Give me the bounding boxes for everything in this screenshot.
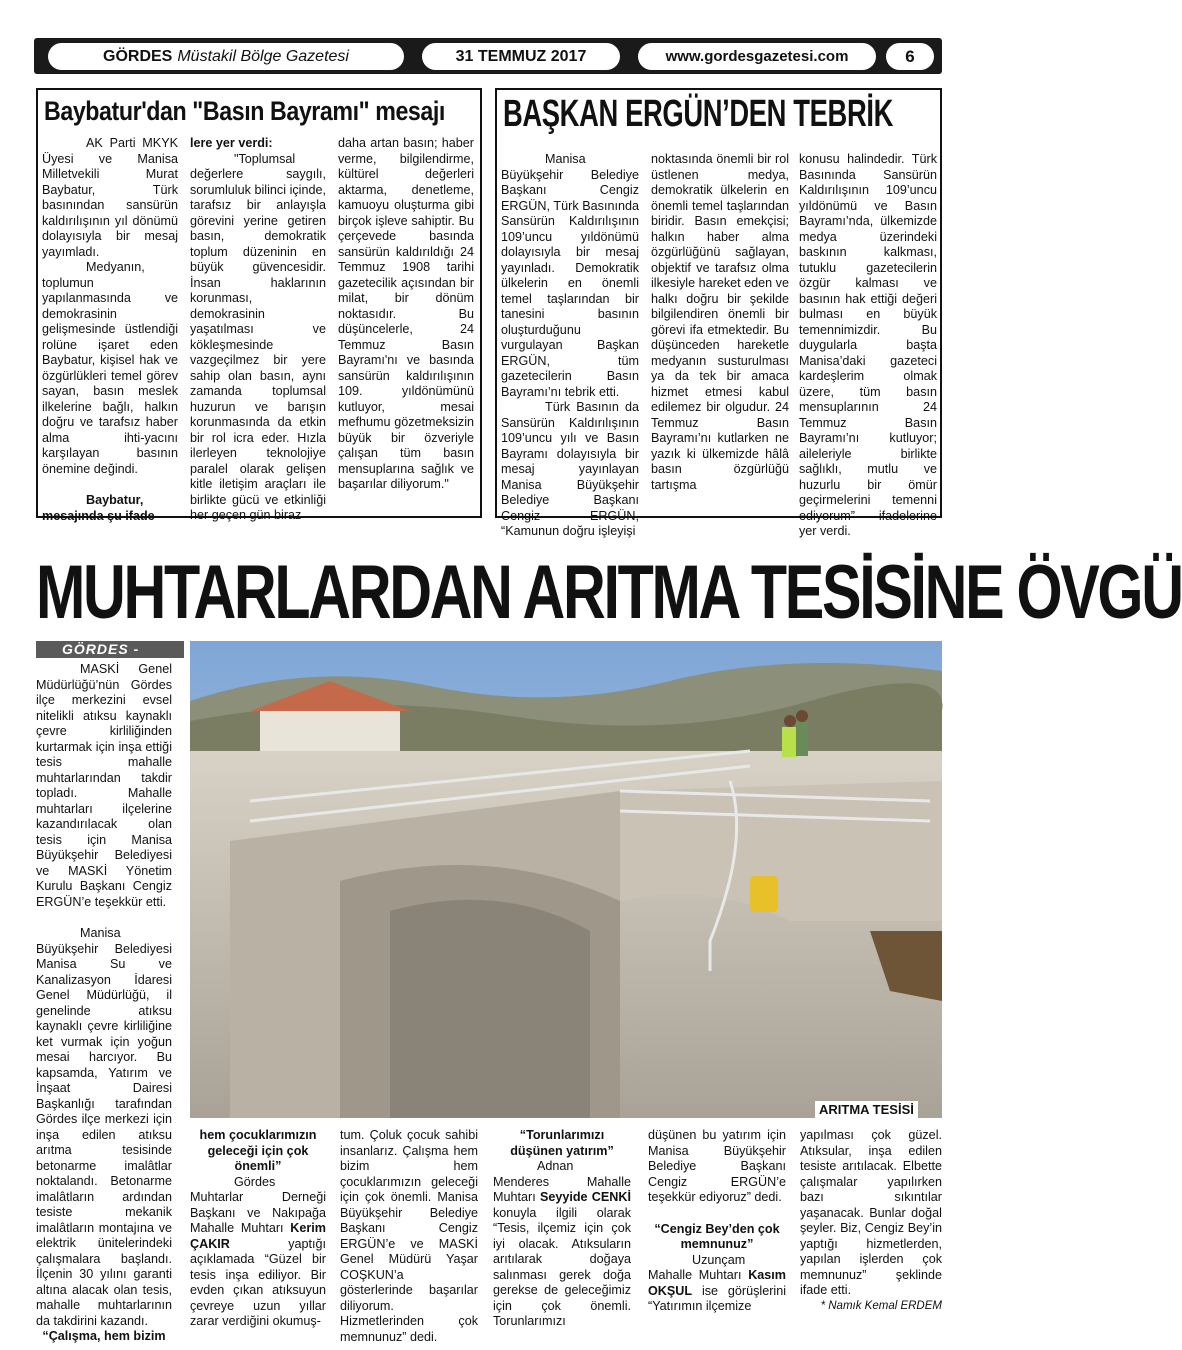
article-baybatur-col1 [42, 136, 178, 524]
article-paragraph: daha artan basın; haber verme, bilgilendirme, kültürel değerleri aktarma, denetleme, kamuoyu oluşturma gibi birçok işleve sahiptir. Bu çerçevede basında sansürün kaldırıldığı 24 Temmuz 1908 tarihi gazetecilik açısından bir milat, bir dönüm noktasıdır. Bu düşüncelerle, 24 Temmuz Basın Bayramı'nı ve basında sansürün kaldırılışının 109. yıldönümünü kutluyor, mesai mefhumu gözetmeksizin büyük bir özveriyle çalışan tüm basın mensuplarına sağlık ve başarılar diliyorum." [338, 136, 474, 491]
article-paragraph: konusu halindedir. Türk Basınında Sansürün Kaldırılışının 109’uncu yıldönümü ve Basın Bayramı’nda, ülkemizde medya üzerindeki baskının kalkması, tutuklu gazetecilerin özgür kalması ve basının hak ettiği değeri bulması en büyük temennimizdir. Bu duygularla başta Manisa’daki gazeteci kardeşlerim olmak üzere, tüm basın mensuplarının 24 Temmuz Basın Bayramı’nı kutluyor; aileleriyle birlikte sağlıklı, mutlu ve huzurlu bir ömür geçirmelerini temenni ediyorum” ifadelerine yer verdi. [799, 152, 937, 538]
article-ergun-col3 [799, 152, 937, 540]
article-baybatur [36, 88, 482, 523]
treatment-plant-illustration [190, 641, 942, 1118]
photo-caption: ARITMA TESİSİ [815, 1101, 918, 1118]
treatment-plant-photo [190, 641, 942, 1118]
article-paragraph: yapılması çok güzel. Atıksular, inşa edilen tesiste arıtılacak. Elbette çalışmalar yapılırken bazı sıkıntılar yaşanacak. Bunlar doğal şeyler. Biz, Cengiz Bey’in yaptığı hizmetlerden, yapılan işlerden çok memnunuz” şeklinde ifade etti. [800, 1128, 942, 1297]
article-paragraph: "Toplumsal değerlere saygılı, sorumluluk bilinci içinde, tarafsız bir anlayışla görevini yerine getiren basın, demokratik toplum düzeninin en büyük güvencesidir. İnsan haklarının korunması, demokrasinin yaşatılması ve kökleşmesinde vazgeçilmez bir yere sahip olan basın, aynı zamanda toplumsal huzurun ve barışın korunmasında da etkin bir rol icra eder. Hızla ilerleyen teknolojiye paralel olarak gelişen kitle iletişim araçları ile birlikte gücü ve etkinliği her geçen gün biraz [190, 151, 326, 522]
main-headline: MUHTARLARDAN ARITMA TESİSİNE ÖVGÜ [36, 550, 1182, 635]
article-paragraph: Manisa Büyükşehir Belediyesi Manisa Su ve Kanalizasyon İdaresi Genel Müdürlüğü, il genelinde atıksu kaynaklı çevre kirliliğine ket vurmak için yoğun mesai harcıyor. Bu kapsamda, Yatırım ve İnşaat Dairesi Başkanlığı tarafından Gördes ilçe merkezi için inşa edilen atıksu arıtma tesisinde betonarme imalâtlar noktalandı. Betonarme imalâtların ardından tesiste mekanik imalâtların montajına ve elektrik ünitelerindeki çalışmalara başlandı. İlçenin 30 yılını garanti altına alacak olan tesis, mahalle muhtarlarının da takdirini kazandı. [36, 926, 172, 1328]
muhtar-name: Seyyide CENKİ [539, 1190, 631, 1204]
article-arıtma-col-b1 [190, 1128, 326, 1330]
header-bar [34, 38, 942, 74]
article-paragraph: MASKİ Genel Müdürlüğü’nün Gördes ilçe merkezini evsel nitelikli atıksu kaynaklı çevre kirliliğinden kurtarmak için inşa ettiği tesis mahalle muhtarlarından takdir topladı. Mahalle muhtarları ilçelerine kazandırılacak olan tesis için Manisa Büyükşehir Belediyesi ve MASKİ Yönetim Kurulu Başkanı Cengiz ERGÜN’e teşekkür etti. [36, 662, 172, 909]
dateline-tag: GÖRDES - [36, 641, 184, 658]
article-baybatur-title: Baybatur'dan "Basın Bayramı" mesajı [44, 96, 445, 126]
article-arıtma-col-b5 [800, 1128, 942, 1314]
article-baybatur-col2 [190, 136, 326, 524]
paper-tagline: Müstakil Bölge Gazetesi [177, 47, 349, 65]
paper-name: GÖRDES [103, 47, 173, 65]
article-paragraph: düşünen bu yatırım için Manisa Büyükşehir Belediye Başkanı Cengiz ERGÜN’e teşekkür ediyoruz” dedi. [648, 1128, 786, 1204]
article-paragraph: Manisa Büyükşehir Belediye Başkanı Cengiz ERGÜN, Türk Basınında Sansürün Kaldırılışının 109’uncu yıldönümü dolayısıyla bir mesaj yayınladı. Demokratik ülkelerin en önemli temel taşlarından bir tanesini basının oluşturduğunu vurgulayan Başkan ERGÜN, tüm gazetecilerin Basın Bayramı’nı tebrik etti. [501, 152, 639, 399]
article-lead: lere yer verdi: [190, 136, 273, 150]
website-link[interactable]: www.gordesgazetesi.com [638, 43, 876, 70]
article-text: Adnan Menderes Mahalle Muhtarı [493, 1159, 631, 1204]
page-number: 6 [886, 43, 934, 70]
muhtar-name: Kasım OKŞUL [648, 1268, 787, 1298]
article-subheading: “Torunlarımızı düşünen yatırım” [510, 1128, 614, 1158]
article-paragraph: tum. Çoluk çocuk sahibi insanlarız. Çalışma hem bizim hem çocuklarımızın geleceği için çok önemli. Manisa Büyükşehir Belediye Başkanı Cengiz ERGÜN’e ve MASKİ Genel Müdürü Yaşar COŞKUN’a gösterlerinde başarılar diliyorum. Hizmetlerinden çok memnunuz” dedi. [340, 1128, 478, 1344]
article-ergun-col1 [501, 152, 639, 540]
article-ergun-title: BAŞKAN ERGÜN’DEN TEBRİK [503, 93, 893, 135]
issue-date: 31 TEMMUZ 2017 [422, 43, 620, 70]
article-text: yaptığı açıklamada “Güzel bir tesis inşa ediliyor. Bir evden çıkan atıksuyun çevreye uzun yıllar zarar verdiğini okumuş- [190, 1236, 326, 1328]
article-subheading: “Çalışma, hem bizim [42, 1329, 166, 1343]
article-arıtma-left-col [36, 662, 172, 1345]
article-arıtma-col-b2 [340, 1128, 478, 1345]
article-text: Gördes Muhtarlar Derneği Başkanı ve Nakıpağa Mahalle Muhtarı [190, 1174, 326, 1235]
article-baybatur-col3 [338, 136, 474, 493]
article-subheading: hem çocuklarımızın geleceği için çok önemli” [199, 1128, 317, 1173]
article-paragraph: Türk Basının da Sansürün Kaldırılışının 109’uncu yılı ve Basın Bayramı dolayısıyla bir mesaj yayınlayan Manisa Büyükşehir Belediye Başkanı Cengiz ERGÜN, “Kamunun doğru işleyişi [501, 400, 639, 538]
paper-name-pill [48, 43, 404, 70]
article-subheading: “Cengiz Bey’den çok memnunuz” [654, 1221, 780, 1251]
article-arıtma-col-b4 [648, 1128, 786, 1315]
article-paragraph: AK Parti MKYK Üyesi ve Manisa Milletvekili Murat Baybatur, Türk basınından sansürün kaldırılışının yıl dönümü dolayısıyla bir mesaj yayımladı. [42, 136, 178, 259]
muhtar-name: Kerim ÇAKIR [190, 1221, 326, 1251]
article-paragraph: noktasında önemli bir rol üstlenen medya, demokratik ülkelerin en önemli temel taşlarından biridir. Basın emekçisi; halkın haber alma özgürlüğünü sağlayan, objektif ve tarafsız olma ilkesiyle hareket eden ve halkı doğru bir şekilde bilgilendiren önemli bir görevi ifa etmektedir. Bu düşünceden hareketle medyanın susturulması ya da tek bir amaca hizmet etmesi kabul edilemez bir olgudur. 24 Temmuz Basın Bayramı’nı kutlarken ne yazık ki ülkemizde hâlâ basın özgürlüğü tartışma [651, 152, 789, 492]
article-lead: Baybatur, mesajında şu ifade- [42, 493, 159, 523]
article-ergun [495, 88, 942, 538]
article-text: ise görüşlerini “Yatırımın ilçemize [648, 1283, 786, 1313]
article-arıtma-col-b3 [493, 1128, 631, 1330]
article-paragraph: Medyanın, toplumun yapılanmasında ve demokrasinin gelişmesinde üstlendiği rolüne işaret eden Baybatur, kişisel hak ve özgürlükleri temel görev sayan, basın meslek ilkelerine bağlı, halkın doğru ve tarafsız haber alma ihti-yacını karşılayan basının önemine değindi. [42, 260, 178, 476]
article-text: konuyla ilgili olarak “Tesis, ilçemiz için çok iyi olacak. Atıksuların arıtılarak doğaya salınması gerek doğa gerekse de geleceğimiz için çok önemli. Torunlarımızı [493, 1205, 631, 1328]
article-byline: * Namık Kemal ERDEM [820, 1299, 942, 1312]
article-ergun-col2 [651, 152, 789, 493]
article-text: Uzunçam Mahalle Muhtarı [648, 1252, 746, 1282]
